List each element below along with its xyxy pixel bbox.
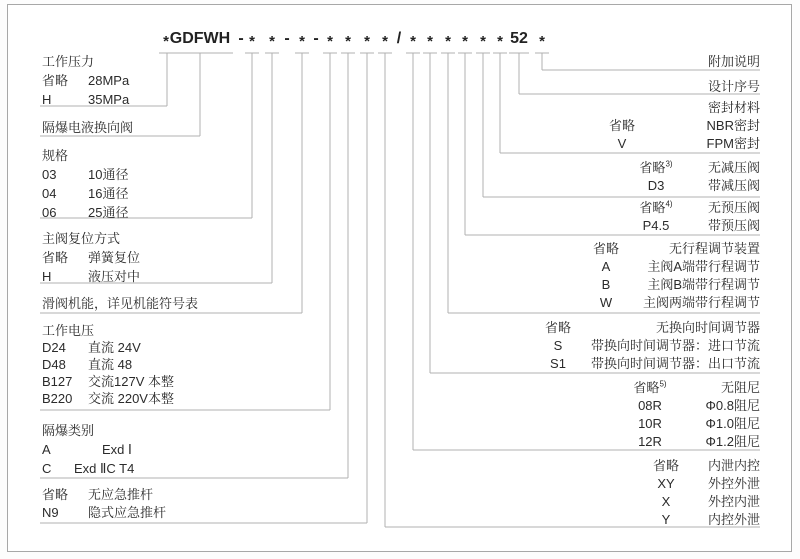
option-row <box>584 294 760 312</box>
option-label: 直流 24V <box>88 340 141 355</box>
option-label: 主阀A端带行程调节 <box>647 259 760 274</box>
model-code-part: - <box>284 30 290 47</box>
option-row <box>42 339 174 356</box>
model-code-part: * <box>410 33 416 50</box>
model-code-part: * <box>345 33 351 50</box>
option-row <box>600 135 760 153</box>
option-label: 内泄内控 <box>707 458 760 473</box>
option-label: 无预压阀 <box>707 200 760 215</box>
option-label: 主阀B端带行程调节 <box>647 277 760 292</box>
option-code: 省略 <box>42 250 69 265</box>
option-label: Exd Ⅰ <box>102 442 132 457</box>
option-label: 隐式应急推杆 <box>88 505 167 520</box>
block-switching-time-adjuster <box>536 319 760 373</box>
option-code: B220 <box>42 391 73 406</box>
option-row <box>628 397 760 415</box>
option-code: A <box>42 442 51 457</box>
option-row <box>536 319 760 337</box>
option-label: 无减压阀 <box>707 160 760 175</box>
model-code-design-number: 52 <box>510 30 528 47</box>
option-row <box>584 276 760 294</box>
option-row <box>42 356 174 373</box>
option-code: S1 <box>550 356 566 371</box>
option-code: 省略$^{4)}$ <box>639 199 673 215</box>
option-code: X <box>661 494 671 509</box>
option-label: 外控外泄 <box>707 476 760 491</box>
option-label: 10通径 <box>88 167 129 182</box>
option-label: Φ1.2阻尼 <box>705 434 760 449</box>
block-header: 隔爆类别 <box>42 423 95 438</box>
option-row <box>644 475 760 493</box>
model-code-part: * <box>163 33 169 50</box>
footnote-marker: 4) <box>665 199 673 209</box>
model-code-part: * <box>427 33 433 50</box>
block-design-series <box>640 78 760 95</box>
option-row <box>42 184 128 203</box>
option-label: 直流 48 <box>88 357 133 372</box>
option-label: 交流127V 本整 <box>88 374 174 389</box>
block-seal-material <box>600 99 760 153</box>
option-label: 无换向时间调节器 <box>655 320 760 335</box>
option-label: 带减压阀 <box>707 178 760 193</box>
option-label: 弹簧复位 <box>88 250 141 265</box>
option-row <box>42 440 134 459</box>
block-header: 主阀复位方式 <box>42 231 121 246</box>
block-additional-notes <box>640 53 760 70</box>
option-row <box>42 248 140 267</box>
option-row <box>536 355 760 373</box>
option-row <box>42 71 129 90</box>
option-code: 03 <box>42 167 57 182</box>
block-header: 滑阀机能，详见机能符号表 <box>42 296 199 311</box>
model-code-part: * <box>445 33 451 50</box>
option-row <box>634 177 760 195</box>
option-row <box>634 159 760 177</box>
option-row <box>634 199 760 217</box>
option-row <box>600 117 760 135</box>
model-code-part: * <box>299 33 305 50</box>
option-row <box>584 258 760 276</box>
option-row <box>42 373 174 390</box>
option-code: 省略 <box>608 118 635 133</box>
option-code: 省略 <box>42 487 69 502</box>
option-code: 省略$^{5)}$ <box>633 379 667 395</box>
option-label: 液压对中 <box>88 269 141 284</box>
block-pressure-reducing-valve <box>634 159 760 195</box>
option-code: 省略 <box>544 320 571 335</box>
option-row <box>42 459 134 478</box>
block-header: 规格 <box>42 148 69 163</box>
block-header: 密封材料 <box>707 100 760 115</box>
option-label: 外控内泄 <box>707 494 760 509</box>
option-label: 16通径 <box>88 186 129 201</box>
footnote-marker: 5) <box>659 379 667 389</box>
model-code-part: * <box>382 33 388 50</box>
option-code: 省略 <box>42 73 69 88</box>
option-row <box>644 493 760 511</box>
model-code-part: * <box>539 33 545 50</box>
option-label: 无阻尼 <box>720 380 760 395</box>
option-label: 25通径 <box>88 205 129 220</box>
option-code: S <box>553 338 563 353</box>
option-code: V <box>617 136 627 151</box>
option-code: 08R <box>638 398 662 413</box>
block-header: 隔爆电液换向阀 <box>42 120 134 135</box>
option-code: XY <box>657 476 675 491</box>
option-label: Φ1.0阻尼 <box>705 416 760 431</box>
model-code-part: * <box>480 33 486 50</box>
option-row <box>42 504 166 522</box>
footnote-marker: 3) <box>665 159 673 169</box>
model-code-part: - <box>238 30 244 47</box>
block-main-valve-reset <box>42 229 140 286</box>
option-row <box>628 433 760 451</box>
option-row <box>634 217 760 235</box>
option-label: 带换向时间调节器：出口节流 <box>590 356 760 371</box>
option-label: 28MPa <box>88 73 130 88</box>
option-row <box>42 267 140 286</box>
block-header: 工作电压 <box>42 323 95 338</box>
block-working-pressure <box>42 52 129 109</box>
option-code: D48 <box>42 357 66 372</box>
option-code: 省略 <box>592 241 619 256</box>
block-preload-valve <box>634 199 760 235</box>
model-code-part: * <box>364 33 370 50</box>
option-row <box>628 379 760 397</box>
option-label: 交流 220V本整 <box>88 391 174 406</box>
block-emergency-pin <box>42 486 166 522</box>
option-label: FPM密封 <box>706 136 760 151</box>
model-code-part: * <box>497 33 503 50</box>
option-label: 无行程调节装置 <box>668 241 760 256</box>
option-code: C <box>42 461 52 476</box>
option-code: H <box>42 269 52 284</box>
option-label: 带换向时间调节器：进口节流 <box>590 338 760 353</box>
option-row <box>42 165 128 184</box>
block-header: 设计序号 <box>707 79 760 94</box>
option-code: P4.5 <box>642 218 670 233</box>
model-code-part: * <box>462 33 468 50</box>
option-code: 省略$^{3)}$ <box>639 159 673 175</box>
block-spool-function <box>42 294 198 313</box>
option-label: 带预压阀 <box>707 218 760 233</box>
block-orifice <box>628 379 760 451</box>
option-code: 10R <box>638 416 662 431</box>
option-code: A <box>601 259 611 274</box>
block-working-voltage <box>42 322 174 407</box>
option-label: 无应急推杆 <box>88 487 154 502</box>
option-code: Y <box>661 512 671 527</box>
model-code-part: / <box>396 30 402 47</box>
block-explosion-proof-class <box>42 421 134 478</box>
option-code: D24 <box>42 340 66 355</box>
option-code: B127 <box>42 374 73 389</box>
model-code-part: * <box>327 33 333 50</box>
option-code: 04 <box>42 186 57 201</box>
option-code: 12R <box>638 434 662 449</box>
option-code: W <box>599 295 613 310</box>
option-label: Φ0.8阻尼 <box>705 398 760 413</box>
option-code: 06 <box>42 205 57 220</box>
option-row <box>584 240 760 258</box>
option-row <box>628 415 760 433</box>
block-header: 工作压力 <box>42 54 95 69</box>
option-row <box>42 90 129 109</box>
option-code: H <box>42 92 52 107</box>
option-label: 35MPa <box>88 92 130 107</box>
block-valve-name <box>42 118 133 137</box>
option-row <box>536 337 760 355</box>
model-code-part: - <box>313 30 319 47</box>
model-code-series: GDFWH <box>169 30 231 47</box>
block-header: 附加说明 <box>707 54 760 69</box>
option-label: 内控外泄 <box>707 512 760 527</box>
option-code: 省略 <box>652 458 679 473</box>
block-size <box>42 146 128 222</box>
option-label: 主阀两端带行程调节 <box>642 295 760 310</box>
option-code: B <box>601 277 611 292</box>
model-code-part: * <box>269 33 275 50</box>
option-label: NBR密封 <box>706 118 760 133</box>
option-label: Exd ⅡC T4 <box>74 461 135 476</box>
option-code: N9 <box>42 505 59 520</box>
option-row <box>644 511 760 529</box>
model-code-part: * <box>249 33 255 50</box>
option-row <box>42 390 174 407</box>
block-drain-pilot <box>644 457 760 529</box>
block-stroke-adjuster <box>584 240 760 312</box>
option-row <box>42 203 128 222</box>
option-row <box>42 486 166 504</box>
option-code: D3 <box>647 178 665 193</box>
option-row <box>644 457 760 475</box>
